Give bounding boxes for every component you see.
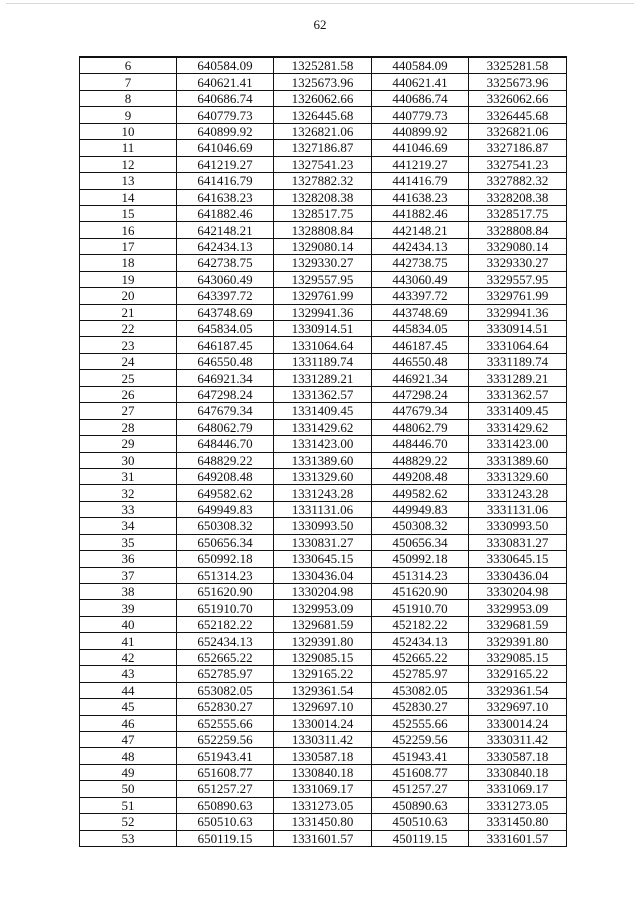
x-alt-coordinate-cell: 445834.05 (372, 321, 469, 337)
point-number-cell: 17 (80, 238, 177, 254)
point-number-cell: 11 (80, 140, 177, 156)
y-alt-coordinate-cell: 3331389.60 (469, 452, 567, 468)
x-coordinate-cell: 640779.73 (177, 107, 274, 123)
y-alt-coordinate-cell: 3325673.96 (469, 74, 567, 90)
y-coordinate-cell: 1329941.36 (274, 304, 372, 320)
x-coordinate-cell: 646550.48 (177, 353, 274, 369)
y-coordinate-cell: 1331450.80 (274, 814, 372, 830)
point-number-cell: 9 (80, 107, 177, 123)
x-coordinate-cell: 641219.27 (177, 156, 274, 172)
x-coordinate-cell: 641638.23 (177, 189, 274, 205)
x-alt-coordinate-cell: 451620.90 (372, 584, 469, 600)
y-coordinate-cell: 1331423.00 (274, 436, 372, 452)
y-coordinate-cell: 1330014.24 (274, 715, 372, 731)
x-coordinate-cell: 652434.13 (177, 633, 274, 649)
y-coordinate-cell: 1329080.14 (274, 238, 372, 254)
point-number-cell: 14 (80, 189, 177, 205)
y-coordinate-cell: 1331362.57 (274, 386, 372, 402)
y-coordinate-cell: 1327541.23 (274, 156, 372, 172)
x-coordinate-cell: 643748.69 (177, 304, 274, 320)
y-alt-coordinate-cell: 3331423.00 (469, 436, 567, 452)
x-coordinate-cell: 649949.83 (177, 501, 274, 517)
x-coordinate-cell: 650119.15 (177, 830, 274, 846)
x-coordinate-cell: 649582.62 (177, 485, 274, 501)
y-alt-coordinate-cell: 3326445.68 (469, 107, 567, 123)
table-row (80, 304, 567, 320)
y-alt-coordinate-cell: 3326821.06 (469, 123, 567, 139)
y-coordinate-cell: 1331243.28 (274, 485, 372, 501)
point-number-cell: 21 (80, 304, 177, 320)
point-number-cell: 7 (80, 74, 177, 90)
table-row (80, 173, 567, 189)
x-alt-coordinate-cell: 441219.27 (372, 156, 469, 172)
y-alt-coordinate-cell: 3331362.57 (469, 386, 567, 402)
point-number-cell: 51 (80, 797, 177, 813)
table-row (80, 189, 567, 205)
y-alt-coordinate-cell: 3327882.32 (469, 173, 567, 189)
y-alt-coordinate-cell: 3330204.98 (469, 584, 567, 600)
y-coordinate-cell: 1330831.27 (274, 534, 372, 550)
y-alt-coordinate-cell: 3328208.38 (469, 189, 567, 205)
x-coordinate-cell: 652785.97 (177, 666, 274, 682)
table-row (80, 156, 567, 172)
point-number-cell: 43 (80, 666, 177, 682)
y-coordinate-cell: 1326445.68 (274, 107, 372, 123)
x-coordinate-cell: 648062.79 (177, 419, 274, 435)
x-coordinate-cell: 641882.46 (177, 205, 274, 221)
table-row (80, 353, 567, 369)
y-coordinate-cell: 1329085.15 (274, 649, 372, 665)
x-coordinate-cell: 652665.22 (177, 649, 274, 665)
table-row (80, 649, 567, 665)
table-row (80, 485, 567, 501)
x-alt-coordinate-cell: 451910.70 (372, 600, 469, 616)
x-alt-coordinate-cell: 452830.27 (372, 699, 469, 715)
y-alt-coordinate-cell: 3329953.09 (469, 600, 567, 616)
point-number-cell: 33 (80, 501, 177, 517)
y-alt-coordinate-cell: 3331273.05 (469, 797, 567, 813)
x-alt-coordinate-cell: 450510.63 (372, 814, 469, 830)
point-number-cell: 22 (80, 321, 177, 337)
y-coordinate-cell: 1328517.75 (274, 205, 372, 221)
table-row (80, 255, 567, 271)
x-coordinate-cell: 652555.66 (177, 715, 274, 731)
x-alt-coordinate-cell: 440686.74 (372, 90, 469, 106)
x-coordinate-cell: 652182.22 (177, 616, 274, 632)
point-number-cell: 10 (80, 123, 177, 139)
y-coordinate-cell: 1329557.95 (274, 271, 372, 287)
y-alt-coordinate-cell: 3331243.28 (469, 485, 567, 501)
point-number-cell: 32 (80, 485, 177, 501)
table-row (80, 386, 567, 402)
point-number-cell: 53 (80, 830, 177, 846)
y-coordinate-cell: 1330587.18 (274, 748, 372, 764)
point-number-cell: 52 (80, 814, 177, 830)
y-coordinate-cell: 1326062.66 (274, 90, 372, 106)
page-number: 62 (313, 17, 327, 32)
y-alt-coordinate-cell: 3329361.54 (469, 682, 567, 698)
point-number-cell: 39 (80, 600, 177, 616)
y-coordinate-cell: 1325281.58 (274, 57, 372, 74)
x-alt-coordinate-cell: 449582.62 (372, 485, 469, 501)
y-coordinate-cell: 1329761.99 (274, 288, 372, 304)
y-coordinate-cell: 1331289.21 (274, 370, 372, 386)
table-row (80, 222, 567, 238)
point-number-cell: 40 (80, 616, 177, 632)
y-alt-coordinate-cell: 3330311.42 (469, 731, 567, 747)
point-number-cell: 35 (80, 534, 177, 550)
x-alt-coordinate-cell: 447298.24 (372, 386, 469, 402)
table-row (80, 419, 567, 435)
table-row (80, 518, 567, 534)
x-coordinate-cell: 652259.56 (177, 731, 274, 747)
table-row (80, 337, 567, 353)
y-alt-coordinate-cell: 3331069.17 (469, 781, 567, 797)
table-row (80, 731, 567, 747)
x-alt-coordinate-cell: 448829.22 (372, 452, 469, 468)
y-coordinate-cell: 1330436.04 (274, 567, 372, 583)
point-number-cell: 8 (80, 90, 177, 106)
table-row (80, 403, 567, 419)
x-alt-coordinate-cell: 451257.27 (372, 781, 469, 797)
x-alt-coordinate-cell: 451314.23 (372, 567, 469, 583)
point-number-cell: 37 (80, 567, 177, 583)
x-alt-coordinate-cell: 446187.45 (372, 337, 469, 353)
table-row (80, 551, 567, 567)
point-number-cell: 6 (80, 57, 177, 74)
y-coordinate-cell: 1329681.59 (274, 616, 372, 632)
table-row (80, 682, 567, 698)
table-row (80, 107, 567, 123)
y-coordinate-cell: 1328808.84 (274, 222, 372, 238)
y-alt-coordinate-cell: 3331450.80 (469, 814, 567, 830)
x-alt-coordinate-cell: 442148.21 (372, 222, 469, 238)
point-number-cell: 46 (80, 715, 177, 731)
x-coordinate-cell: 645834.05 (177, 321, 274, 337)
x-coordinate-cell: 641416.79 (177, 173, 274, 189)
y-alt-coordinate-cell: 3329165.22 (469, 666, 567, 682)
x-alt-coordinate-cell: 449208.48 (372, 468, 469, 484)
y-coordinate-cell: 1329953.09 (274, 600, 372, 616)
point-number-cell: 26 (80, 386, 177, 402)
coordinates-table (79, 56, 567, 847)
x-alt-coordinate-cell: 450992.18 (372, 551, 469, 567)
x-alt-coordinate-cell: 451608.77 (372, 764, 469, 780)
y-alt-coordinate-cell: 3327186.87 (469, 140, 567, 156)
table-row (80, 830, 567, 846)
point-number-cell: 23 (80, 337, 177, 353)
table-row (80, 123, 567, 139)
y-alt-coordinate-cell: 3330587.18 (469, 748, 567, 764)
y-alt-coordinate-cell: 3329697.10 (469, 699, 567, 715)
y-alt-coordinate-cell: 3329681.59 (469, 616, 567, 632)
y-coordinate-cell: 1328208.38 (274, 189, 372, 205)
y-alt-coordinate-cell: 3331329.60 (469, 468, 567, 484)
x-coordinate-cell: 652830.27 (177, 699, 274, 715)
x-alt-coordinate-cell: 440779.73 (372, 107, 469, 123)
x-coordinate-cell: 640584.09 (177, 57, 274, 74)
y-coordinate-cell: 1327882.32 (274, 173, 372, 189)
point-number-cell: 45 (80, 699, 177, 715)
y-coordinate-cell: 1330204.98 (274, 584, 372, 600)
point-number-cell: 25 (80, 370, 177, 386)
table-row (80, 205, 567, 221)
point-number-cell: 27 (80, 403, 177, 419)
x-coordinate-cell: 650510.63 (177, 814, 274, 830)
x-alt-coordinate-cell: 450656.34 (372, 534, 469, 550)
table-row (80, 90, 567, 106)
table-row (80, 321, 567, 337)
point-number-cell: 50 (80, 781, 177, 797)
x-alt-coordinate-cell: 443397.72 (372, 288, 469, 304)
point-number-cell: 18 (80, 255, 177, 271)
y-coordinate-cell: 1330311.42 (274, 731, 372, 747)
y-alt-coordinate-cell: 3331601.57 (469, 830, 567, 846)
point-number-cell: 16 (80, 222, 177, 238)
y-coordinate-cell: 1329391.80 (274, 633, 372, 649)
x-alt-coordinate-cell: 447679.34 (372, 403, 469, 419)
table-row (80, 57, 567, 74)
y-alt-coordinate-cell: 3330014.24 (469, 715, 567, 731)
x-coordinate-cell: 643397.72 (177, 288, 274, 304)
y-alt-coordinate-cell: 3331429.62 (469, 419, 567, 435)
x-coordinate-cell: 653082.05 (177, 682, 274, 698)
y-alt-coordinate-cell: 3327541.23 (469, 156, 567, 172)
x-coordinate-cell: 650890.63 (177, 797, 274, 813)
x-alt-coordinate-cell: 443748.69 (372, 304, 469, 320)
x-coordinate-cell: 646921.34 (177, 370, 274, 386)
x-coordinate-cell: 647298.24 (177, 386, 274, 402)
y-coordinate-cell: 1329165.22 (274, 666, 372, 682)
y-alt-coordinate-cell: 3329080.14 (469, 238, 567, 254)
x-coordinate-cell: 651314.23 (177, 567, 274, 583)
y-alt-coordinate-cell: 3329941.36 (469, 304, 567, 320)
x-alt-coordinate-cell: 440899.92 (372, 123, 469, 139)
y-coordinate-cell: 1330993.50 (274, 518, 372, 534)
x-alt-coordinate-cell: 453082.05 (372, 682, 469, 698)
table-row (80, 748, 567, 764)
table-row (80, 666, 567, 682)
x-coordinate-cell: 641046.69 (177, 140, 274, 156)
table-body (80, 57, 567, 847)
table-row (80, 797, 567, 813)
y-alt-coordinate-cell: 3331289.21 (469, 370, 567, 386)
y-coordinate-cell: 1331064.64 (274, 337, 372, 353)
table-row (80, 633, 567, 649)
point-number-cell: 47 (80, 731, 177, 747)
x-alt-coordinate-cell: 452434.13 (372, 633, 469, 649)
x-alt-coordinate-cell: 443060.49 (372, 271, 469, 287)
x-coordinate-cell: 647679.34 (177, 403, 274, 419)
table-row (80, 567, 567, 583)
table-row (80, 468, 567, 484)
x-coordinate-cell: 651257.27 (177, 781, 274, 797)
point-number-cell: 36 (80, 551, 177, 567)
point-number-cell: 19 (80, 271, 177, 287)
y-coordinate-cell: 1331601.57 (274, 830, 372, 846)
x-alt-coordinate-cell: 442434.13 (372, 238, 469, 254)
y-alt-coordinate-cell: 3326062.66 (469, 90, 567, 106)
point-number-cell: 13 (80, 173, 177, 189)
y-coordinate-cell: 1330840.18 (274, 764, 372, 780)
x-alt-coordinate-cell: 452665.22 (372, 649, 469, 665)
y-alt-coordinate-cell: 3329761.99 (469, 288, 567, 304)
x-alt-coordinate-cell: 440621.41 (372, 74, 469, 90)
point-number-cell: 31 (80, 468, 177, 484)
x-coordinate-cell: 650656.34 (177, 534, 274, 550)
x-coordinate-cell: 651620.90 (177, 584, 274, 600)
x-coordinate-cell: 650992.18 (177, 551, 274, 567)
x-coordinate-cell: 642148.21 (177, 222, 274, 238)
x-coordinate-cell: 651910.70 (177, 600, 274, 616)
point-number-cell: 42 (80, 649, 177, 665)
table-row (80, 600, 567, 616)
y-alt-coordinate-cell: 3330993.50 (469, 518, 567, 534)
x-alt-coordinate-cell: 452259.56 (372, 731, 469, 747)
x-alt-coordinate-cell: 441046.69 (372, 140, 469, 156)
x-alt-coordinate-cell: 450890.63 (372, 797, 469, 813)
table-row (80, 140, 567, 156)
y-alt-coordinate-cell: 3328517.75 (469, 205, 567, 221)
x-alt-coordinate-cell: 442738.75 (372, 255, 469, 271)
x-alt-coordinate-cell: 448446.70 (372, 436, 469, 452)
table-row (80, 271, 567, 287)
y-alt-coordinate-cell: 3330840.18 (469, 764, 567, 780)
table-row (80, 584, 567, 600)
y-coordinate-cell: 1330914.51 (274, 321, 372, 337)
x-coordinate-cell: 642434.13 (177, 238, 274, 254)
x-coordinate-cell: 643060.49 (177, 271, 274, 287)
y-alt-coordinate-cell: 3330436.04 (469, 567, 567, 583)
x-coordinate-cell: 640621.41 (177, 74, 274, 90)
x-coordinate-cell: 640686.74 (177, 90, 274, 106)
y-alt-coordinate-cell: 3325281.58 (469, 57, 567, 74)
x-alt-coordinate-cell: 451943.41 (372, 748, 469, 764)
x-alt-coordinate-cell: 448062.79 (372, 419, 469, 435)
table-row (80, 370, 567, 386)
point-number-cell: 20 (80, 288, 177, 304)
x-coordinate-cell: 649208.48 (177, 468, 274, 484)
y-coordinate-cell: 1331069.17 (274, 781, 372, 797)
y-alt-coordinate-cell: 3329391.80 (469, 633, 567, 649)
y-coordinate-cell: 1329330.27 (274, 255, 372, 271)
table-row (80, 238, 567, 254)
table-row (80, 781, 567, 797)
y-alt-coordinate-cell: 3329557.95 (469, 271, 567, 287)
x-coordinate-cell: 650308.32 (177, 518, 274, 534)
point-number-cell: 29 (80, 436, 177, 452)
y-coordinate-cell: 1331429.62 (274, 419, 372, 435)
y-alt-coordinate-cell: 3330831.27 (469, 534, 567, 550)
y-coordinate-cell: 1331409.45 (274, 403, 372, 419)
x-alt-coordinate-cell: 446550.48 (372, 353, 469, 369)
table-row (80, 436, 567, 452)
y-alt-coordinate-cell: 3329330.27 (469, 255, 567, 271)
y-coordinate-cell: 1331189.74 (274, 353, 372, 369)
y-coordinate-cell: 1330645.15 (274, 551, 372, 567)
table-row (80, 616, 567, 632)
y-alt-coordinate-cell: 3328808.84 (469, 222, 567, 238)
table-row (80, 699, 567, 715)
top-rule (6, 3, 634, 4)
x-coordinate-cell: 651943.41 (177, 748, 274, 764)
point-number-cell: 49 (80, 764, 177, 780)
y-coordinate-cell: 1329361.54 (274, 682, 372, 698)
table-row (80, 764, 567, 780)
point-number-cell: 12 (80, 156, 177, 172)
y-coordinate-cell: 1329697.10 (274, 699, 372, 715)
y-coordinate-cell: 1327186.87 (274, 140, 372, 156)
y-alt-coordinate-cell: 3331064.64 (469, 337, 567, 353)
x-coordinate-cell: 648446.70 (177, 436, 274, 452)
table-row (80, 814, 567, 830)
y-coordinate-cell: 1331389.60 (274, 452, 372, 468)
table-row (80, 534, 567, 550)
y-alt-coordinate-cell: 3329085.15 (469, 649, 567, 665)
y-coordinate-cell: 1325673.96 (274, 74, 372, 90)
x-coordinate-cell: 646187.45 (177, 337, 274, 353)
y-alt-coordinate-cell: 3331409.45 (469, 403, 567, 419)
point-number-cell: 34 (80, 518, 177, 534)
x-coordinate-cell: 642738.75 (177, 255, 274, 271)
y-coordinate-cell: 1331329.60 (274, 468, 372, 484)
point-number-cell: 41 (80, 633, 177, 649)
table-row (80, 501, 567, 517)
table-row (80, 288, 567, 304)
y-alt-coordinate-cell: 3331131.06 (469, 501, 567, 517)
point-number-cell: 48 (80, 748, 177, 764)
x-alt-coordinate-cell: 440584.09 (372, 57, 469, 74)
y-coordinate-cell: 1326821.06 (274, 123, 372, 139)
x-alt-coordinate-cell: 452785.97 (372, 666, 469, 682)
x-alt-coordinate-cell: 452555.66 (372, 715, 469, 731)
y-coordinate-cell: 1331273.05 (274, 797, 372, 813)
x-alt-coordinate-cell: 441638.23 (372, 189, 469, 205)
x-alt-coordinate-cell: 450308.32 (372, 518, 469, 534)
table-row (80, 715, 567, 731)
point-number-cell: 28 (80, 419, 177, 435)
x-alt-coordinate-cell: 452182.22 (372, 616, 469, 632)
table-row (80, 452, 567, 468)
x-alt-coordinate-cell: 446921.34 (372, 370, 469, 386)
x-coordinate-cell: 648829.22 (177, 452, 274, 468)
y-alt-coordinate-cell: 3330645.15 (469, 551, 567, 567)
point-number-cell: 38 (80, 584, 177, 600)
x-coordinate-cell: 640899.92 (177, 123, 274, 139)
x-alt-coordinate-cell: 441416.79 (372, 173, 469, 189)
point-number-cell: 30 (80, 452, 177, 468)
x-coordinate-cell: 651608.77 (177, 764, 274, 780)
x-alt-coordinate-cell: 449949.83 (372, 501, 469, 517)
y-coordinate-cell: 1331131.06 (274, 501, 372, 517)
table-row (80, 74, 567, 90)
x-alt-coordinate-cell: 450119.15 (372, 830, 469, 846)
point-number-cell: 44 (80, 682, 177, 698)
y-alt-coordinate-cell: 3331189.74 (469, 353, 567, 369)
y-alt-coordinate-cell: 3330914.51 (469, 321, 567, 337)
point-number-cell: 15 (80, 205, 177, 221)
point-number-cell: 24 (80, 353, 177, 369)
x-alt-coordinate-cell: 441882.46 (372, 205, 469, 221)
